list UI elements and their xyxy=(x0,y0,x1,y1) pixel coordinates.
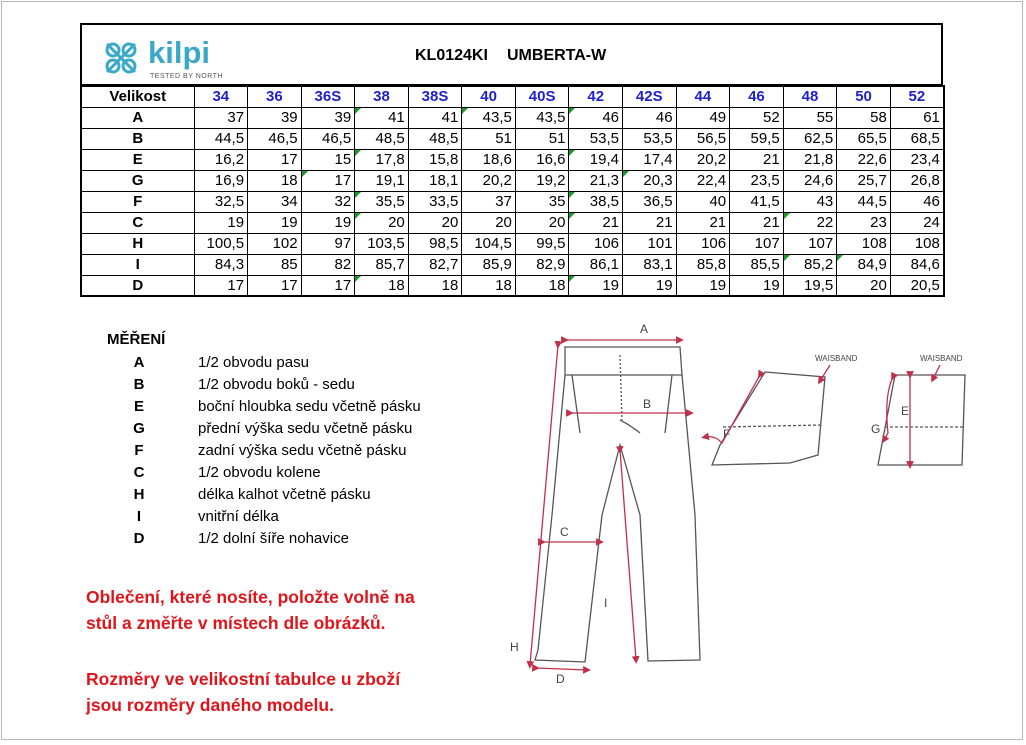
pants-outline xyxy=(535,347,700,662)
size-value-cell: 21,3 xyxy=(569,170,623,191)
diagram-label-a: A xyxy=(640,322,649,336)
size-row-b xyxy=(81,128,944,149)
size-value-cell: 58 xyxy=(837,107,891,128)
size-value-cell: 61 xyxy=(890,107,944,128)
row-label: I xyxy=(81,254,194,275)
measurement-item xyxy=(127,484,487,506)
size-value-cell: 46 xyxy=(890,191,944,212)
size-value-cell: 85,5 xyxy=(730,254,784,275)
size-value-cell: 25,7 xyxy=(837,170,891,191)
size-value-cell: 41 xyxy=(355,107,409,128)
row-label: A xyxy=(81,107,194,128)
size-value-cell: 20 xyxy=(355,212,409,233)
size-value-cell: 53,5 xyxy=(623,128,677,149)
size-header-cell: 40 xyxy=(462,86,516,107)
size-value-cell: 20,3 xyxy=(623,170,677,191)
size-value-cell: 40 xyxy=(676,191,730,212)
size-row-a xyxy=(81,107,944,128)
measurement-letter: D xyxy=(133,530,145,547)
measure-line-i xyxy=(620,450,636,660)
measurement-description: 1/2 obvodu kolene xyxy=(198,464,321,481)
size-value-cell: 84,3 xyxy=(194,254,248,275)
size-value-cell: 38,5 xyxy=(569,191,623,212)
size-value-cell: 19 xyxy=(248,212,302,233)
diagram-label-h: H xyxy=(510,640,519,654)
measurement-letter: I xyxy=(136,508,142,525)
waistband-label-2: WAISBAND xyxy=(920,354,963,363)
size-value-cell: 15,8 xyxy=(408,149,462,170)
size-row-h xyxy=(81,233,944,254)
size-value-cell: 84,9 xyxy=(837,254,891,275)
size-value-cell: 20 xyxy=(462,212,516,233)
size-value-cell: 20 xyxy=(515,212,569,233)
size-value-cell: 21 xyxy=(623,212,677,233)
size-value-cell: 35 xyxy=(515,191,569,212)
size-value-cell: 62,5 xyxy=(783,128,837,149)
size-value-cell: 39 xyxy=(301,107,355,128)
size-value-cell: 17 xyxy=(301,275,355,296)
measurement-description: 1/2 dolní šíře nohavice xyxy=(198,530,349,547)
size-value-cell: 85,2 xyxy=(783,254,837,275)
waistband-arrow-2 xyxy=(933,365,940,379)
size-value-cell: 106 xyxy=(676,233,730,254)
measurement-item xyxy=(127,374,487,396)
size-value-cell: 39 xyxy=(248,107,302,128)
side-rise-detail xyxy=(878,375,965,465)
size-value-cell: 102 xyxy=(248,233,302,254)
measurement-letter: H xyxy=(133,486,145,503)
size-value-cell: 22 xyxy=(783,212,837,233)
measurement-description: boční hloubka sedu včetně pásku xyxy=(198,398,421,415)
measure-line-f xyxy=(705,375,760,443)
row-label: E xyxy=(81,149,194,170)
diagram-label-d: D xyxy=(556,672,565,686)
size-value-cell: 49 xyxy=(676,107,730,128)
diagram-label-g: G xyxy=(871,422,881,436)
diagram-label-f: F xyxy=(723,427,731,441)
size-value-cell: 19,5 xyxy=(783,275,837,296)
measurement-letter: F xyxy=(134,442,144,459)
size-value-cell: 33,5 xyxy=(408,191,462,212)
size-value-cell: 18,1 xyxy=(408,170,462,191)
measurement-item xyxy=(127,396,487,418)
size-value-cell: 21 xyxy=(730,149,784,170)
measurement-description: zadní výška sedu včetně pásku xyxy=(198,442,407,459)
product-code: KL0124KI xyxy=(415,47,488,64)
size-header-cell: 42 xyxy=(569,86,623,107)
size-value-cell: 21,8 xyxy=(783,149,837,170)
size-value-cell: 37 xyxy=(462,191,516,212)
size-value-cell: 46 xyxy=(569,107,623,128)
measurement-diagram xyxy=(490,315,1020,740)
size-value-cell: 19 xyxy=(730,275,784,296)
size-value-cell: 53,5 xyxy=(569,128,623,149)
measurement-description: přední výška sedu včetně pásku xyxy=(198,420,413,437)
size-value-cell: 100,5 xyxy=(194,233,248,254)
back-rise-detail xyxy=(712,372,825,465)
size-header-cell: 38 xyxy=(355,86,409,107)
size-value-cell: 43 xyxy=(783,191,837,212)
diagram-label-i: I xyxy=(604,596,608,610)
size-value-cell: 19 xyxy=(569,275,623,296)
row-label: F xyxy=(81,191,194,212)
measurement-letter: E xyxy=(133,398,144,415)
size-value-cell: 104,5 xyxy=(462,233,516,254)
size-value-cell: 21 xyxy=(730,212,784,233)
pants-diagram-svg xyxy=(490,315,1020,740)
measurement-letter: C xyxy=(133,464,145,481)
size-value-cell: 24 xyxy=(890,212,944,233)
size-value-cell: 19,4 xyxy=(569,149,623,170)
size-header-cell: 38S xyxy=(408,86,462,107)
size-value-cell: 82,7 xyxy=(408,254,462,275)
measure-line-d xyxy=(536,668,587,670)
size-value-cell: 17 xyxy=(248,149,302,170)
size-value-cell: 23,4 xyxy=(890,149,944,170)
size-value-cell: 43,5 xyxy=(515,107,569,128)
size-header-cell: 34 xyxy=(194,86,248,107)
size-value-cell: 19 xyxy=(623,275,677,296)
size-value-cell: 52 xyxy=(730,107,784,128)
measurement-item xyxy=(127,418,487,440)
size-value-cell: 19 xyxy=(676,275,730,296)
size-value-cell: 51 xyxy=(515,128,569,149)
size-value-cell: 56,5 xyxy=(676,128,730,149)
size-value-cell: 43,5 xyxy=(462,107,516,128)
measurements-list xyxy=(127,352,487,550)
measurement-description: 1/2 obvodu boků - sedu xyxy=(198,376,355,393)
size-value-cell: 108 xyxy=(837,233,891,254)
logo-tagline: TESTED BY NORTH xyxy=(150,73,223,80)
size-header-row xyxy=(81,86,944,107)
size-value-cell: 32,5 xyxy=(194,191,248,212)
size-header-cell: 50 xyxy=(837,86,891,107)
size-value-cell: 85,9 xyxy=(462,254,516,275)
size-header-cell: 36S xyxy=(301,86,355,107)
row-label: C xyxy=(81,212,194,233)
size-value-cell: 82,9 xyxy=(515,254,569,275)
size-value-cell: 20,5 xyxy=(890,275,944,296)
size-value-cell: 16,6 xyxy=(515,149,569,170)
size-value-cell: 101 xyxy=(623,233,677,254)
measurement-letter: B xyxy=(133,376,145,393)
size-value-cell: 18 xyxy=(248,170,302,191)
size-value-cell: 98,5 xyxy=(408,233,462,254)
size-value-cell: 36,5 xyxy=(623,191,677,212)
size-value-cell: 19,2 xyxy=(515,170,569,191)
row-label: D xyxy=(81,275,194,296)
size-value-cell: 41,5 xyxy=(730,191,784,212)
size-value-cell: 19 xyxy=(194,212,248,233)
size-value-cell: 17 xyxy=(194,275,248,296)
measurements-title: MĚŘENÍ xyxy=(107,331,166,348)
size-value-cell: 35,5 xyxy=(355,191,409,212)
size-value-cell: 106 xyxy=(569,233,623,254)
logo-wordmark: kilpi xyxy=(148,35,211,70)
measurement-description: vnitřní délka xyxy=(198,508,279,525)
size-value-cell: 23 xyxy=(837,212,891,233)
size-value-cell: 48,5 xyxy=(408,128,462,149)
size-value-cell: 41 xyxy=(408,107,462,128)
size-value-cell: 21 xyxy=(569,212,623,233)
size-header-cell: 36 xyxy=(248,86,302,107)
size-header-cell: 42S xyxy=(623,86,677,107)
measurement-item xyxy=(127,352,487,374)
size-value-cell: 85,7 xyxy=(355,254,409,275)
size-row-i xyxy=(81,254,944,275)
size-header-cell: 40S xyxy=(515,86,569,107)
row-label: B xyxy=(81,128,194,149)
size-value-cell: 48,5 xyxy=(355,128,409,149)
diagram-label-e: E xyxy=(901,404,910,418)
size-value-cell: 18,6 xyxy=(462,149,516,170)
size-value-cell: 82 xyxy=(301,254,355,275)
size-value-cell: 24,6 xyxy=(783,170,837,191)
size-row-d xyxy=(81,275,944,296)
size-value-cell: 37 xyxy=(194,107,248,128)
row-label: H xyxy=(81,233,194,254)
size-value-cell: 26,8 xyxy=(890,170,944,191)
size-value-cell: 20 xyxy=(408,212,462,233)
size-value-cell: 17,8 xyxy=(355,149,409,170)
brand-logo xyxy=(98,33,228,83)
measurement-item xyxy=(127,506,487,528)
size-value-cell: 15 xyxy=(301,149,355,170)
measurement-item xyxy=(127,440,487,462)
measure-line-h xyxy=(530,345,558,665)
size-value-cell: 18 xyxy=(408,275,462,296)
row-label: G xyxy=(81,170,194,191)
size-value-cell: 19,1 xyxy=(355,170,409,191)
size-value-cell: 85 xyxy=(248,254,302,275)
size-value-cell: 46 xyxy=(623,107,677,128)
size-row-c xyxy=(81,212,944,233)
size-value-cell: 18 xyxy=(462,275,516,296)
size-value-cell: 22,6 xyxy=(837,149,891,170)
size-value-cell: 59,5 xyxy=(730,128,784,149)
size-value-cell: 20,2 xyxy=(462,170,516,191)
size-value-cell: 16,9 xyxy=(194,170,248,191)
size-value-cell: 16,2 xyxy=(194,149,248,170)
size-value-cell: 17,4 xyxy=(623,149,677,170)
measurement-letter: G xyxy=(133,420,145,437)
size-table xyxy=(80,85,945,297)
size-value-cell: 107 xyxy=(730,233,784,254)
size-value-cell: 65,5 xyxy=(837,128,891,149)
size-corner-label: Velikost xyxy=(81,86,194,107)
header-box xyxy=(80,23,943,86)
disclaimer-note: Rozměry ve velikostní tabulce u zboží jsou rozměry daného modelu. xyxy=(86,669,401,715)
size-value-cell: 22,4 xyxy=(676,170,730,191)
size-value-cell: 20,2 xyxy=(676,149,730,170)
measurement-letter: A xyxy=(133,354,145,371)
diagram-label-b: B xyxy=(643,397,652,411)
size-value-cell: 84,6 xyxy=(890,254,944,275)
size-value-cell: 46,5 xyxy=(301,128,355,149)
size-value-cell: 86,1 xyxy=(569,254,623,275)
size-value-cell: 18 xyxy=(355,275,409,296)
measurement-item xyxy=(127,462,487,484)
size-row-e xyxy=(81,149,944,170)
size-value-cell: 103,5 xyxy=(355,233,409,254)
waistband-label-1: WAISBAND xyxy=(815,354,858,363)
size-value-cell: 19 xyxy=(301,212,355,233)
kilpi-knot-icon xyxy=(98,35,144,81)
size-value-cell: 20 xyxy=(837,275,891,296)
size-value-cell: 44,5 xyxy=(194,128,248,149)
measurement-description: 1/2 obvodu pasu xyxy=(198,354,309,371)
size-value-cell: 18 xyxy=(515,275,569,296)
size-value-cell: 21 xyxy=(676,212,730,233)
size-value-cell: 23,5 xyxy=(730,170,784,191)
size-value-cell: 68,5 xyxy=(890,128,944,149)
size-value-cell: 97 xyxy=(301,233,355,254)
size-header-cell: 52 xyxy=(890,86,944,107)
size-value-cell: 85,8 xyxy=(676,254,730,275)
size-value-cell: 17 xyxy=(248,275,302,296)
size-value-cell: 44,5 xyxy=(837,191,891,212)
size-value-cell: 107 xyxy=(783,233,837,254)
instruction-note: Oblečení, které nosíte, položte volně na stůl a změřte v místech dle obrázků. xyxy=(86,587,415,633)
size-row-f xyxy=(81,191,944,212)
size-value-cell: 108 xyxy=(890,233,944,254)
measurement-description: délka kalhot včetně pásku xyxy=(198,486,371,503)
size-value-cell: 17 xyxy=(301,170,355,191)
size-value-cell: 83,1 xyxy=(623,254,677,275)
product-name: UMBERTA-W xyxy=(507,47,607,64)
size-value-cell: 99,5 xyxy=(515,233,569,254)
size-value-cell: 34 xyxy=(248,191,302,212)
diagram-label-c: C xyxy=(560,525,569,539)
size-header-cell: 46 xyxy=(730,86,784,107)
size-value-cell: 32 xyxy=(301,191,355,212)
size-header-cell: 44 xyxy=(676,86,730,107)
size-row-g xyxy=(81,170,944,191)
size-value-cell: 46,5 xyxy=(248,128,302,149)
size-value-cell: 55 xyxy=(783,107,837,128)
size-header-cell: 48 xyxy=(783,86,837,107)
size-value-cell: 51 xyxy=(462,128,516,149)
size-table-body xyxy=(81,107,944,296)
measurement-item xyxy=(127,528,487,550)
